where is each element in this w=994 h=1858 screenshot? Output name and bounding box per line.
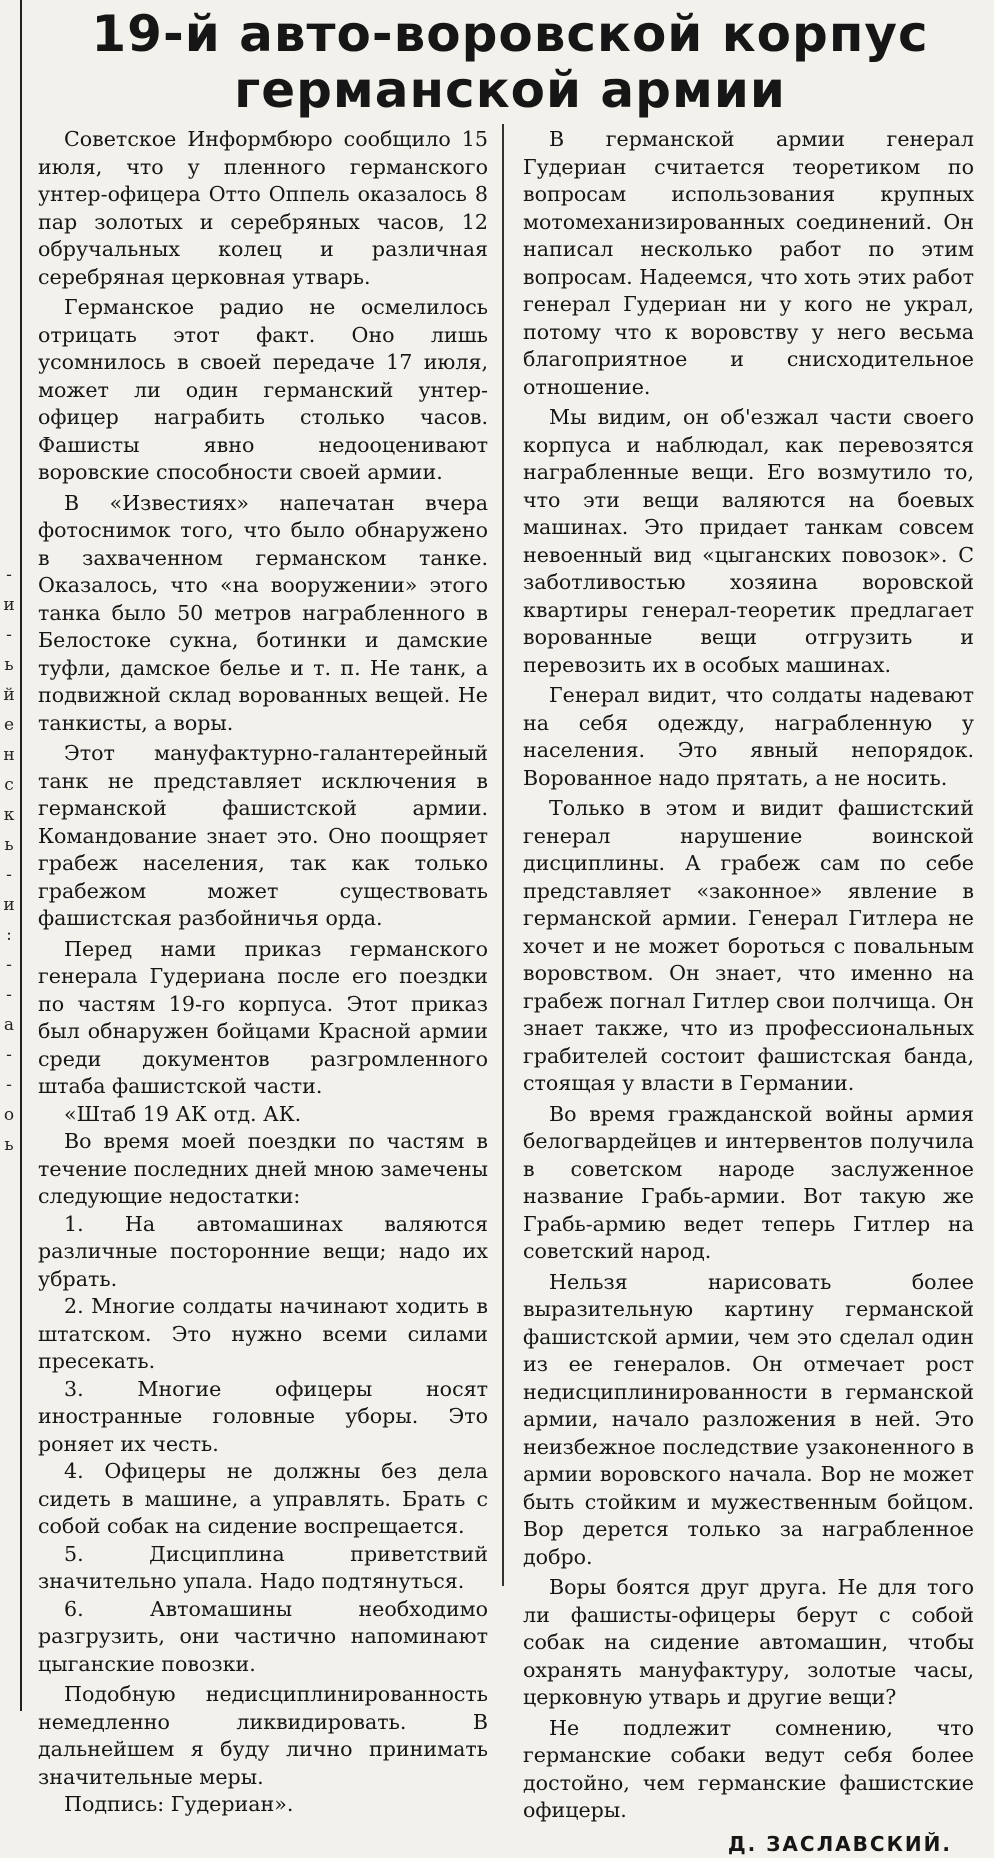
author-signature: Д. ЗАСЛАВСКИЙ. (523, 1831, 974, 1858)
margin-fragment: - (0, 1070, 18, 1100)
headline-line-1: 19-й авто-воровской корпус (26, 6, 994, 62)
paragraph: Перед нами приказ германского генерала Гудериана после его поездки по частям 19-го корпуса. Этот приказ был обнаружен бойцами Красной армии среди документов разгромленного штаба фашистской части. (38, 936, 488, 1101)
margin-fragment: ь (0, 650, 18, 680)
article-headline (26, 6, 994, 118)
adjacent-column-fragments (0, 560, 18, 1160)
margin-fragment: ь (0, 830, 18, 860)
margin-fragment: и (0, 590, 18, 620)
margin-fragment: й (0, 680, 18, 710)
margin-fragment: - (0, 620, 18, 650)
paragraph: Германское радио не осмелилось отрицать этот факт. Оно лишь усомнилось в своей передаче 17 июля, может ли один германский унтер-офицер награбить столько часов. Фашисты явно недооценивают воровские способности своей армии. (38, 294, 488, 487)
margin-fragment: е (0, 710, 18, 740)
margin-fragment: к (0, 800, 18, 830)
paragraph: Только в этом и видит фашистский генерал нарушение воинской дисциплины. А грабеж сам по себе представляет «законное» явление в германской армии. Генерал Гитлера не хочет и не может бороться с повальным воровством. Он знает, что именно на грабеж погнал Гитлер свои полчища. Он знает также, что из профессиональных грабителей состоит фашистская банда, стоящая у власти в Германии. (523, 795, 974, 1098)
paragraph: Мы видим, он об'езжал части своего корпуса и наблюдал, как перевозятся награбленные вещи. Его возмутило то, что эти вещи валяются на боевых машинах. Это придает танкам совсем невоенный вид «цыганских повозок». С заботливостью хозяина воровской квартиры генерал-теоретик предлагает ворованные вещи отгрузить и перевозить их в особых машинах. (523, 404, 974, 679)
paragraph: Не подлежит сомнению, что германские собаки ведут себя более достойно, чем германские фашистские офицеры. (523, 1715, 974, 1825)
margin-fragment: : (0, 920, 18, 950)
margin-fragment: - (0, 950, 18, 980)
margin-fragment: - (0, 980, 18, 1010)
column-divider (502, 124, 504, 1586)
article-column-left (38, 126, 488, 1819)
margin-fragment: н (0, 740, 18, 770)
paragraph: Этот мануфактурно-галантерейный танк не представляет исключения в германской фашистской армии. Командование знает это. Оно поощряет грабеж населения, так как только грабежом может существовать фашистская разбойничья орда. (38, 740, 488, 933)
margin-fragment: - (0, 1040, 18, 1070)
margin-fragment: и (0, 890, 18, 920)
order-item-5: 5. Дисциплина приветствий значительно упала. Надо подтянуться. (38, 1541, 488, 1596)
paragraph: Нельзя нарисовать более выразительную картину германской фашистской армии, чем это сделал один из ее генералов. Он отмечает рост недисциплинированности в германской армии, начало разложения в ней. Это неизбежное последствие узаконенного в армии воровского начала. Вор не может быть стойким и мужественным бойцом. Вор дерется только за награбленное добро. (523, 1269, 974, 1572)
margin-fragment: ь (0, 1130, 18, 1160)
margin-fragment: а (0, 1010, 18, 1040)
order-item-6: 6. Автомашины необходимо разгрузить, они частично напоминают цыганские повозки. (38, 1596, 488, 1679)
paragraph: Воры боятся друг друга. Не для того ли фашисты-офицеры берут с собой собак на сидение автомашин, чтобы охранять мануфактуру, золотые часы, церковную утварь и другие вещи? (523, 1574, 974, 1712)
paragraph: В германской армии генерал Гудериан считается теоретиком по вопросам использования крупных мотомеханизированных соединений. Он написал несколько работ по этим вопросам. Надеемся, что хоть этих работ генерал Гудериан ни у кого не украл, потому что к воровству у него весьма благоприятное и снисходительное отношение. (523, 126, 974, 401)
margin-fragment: - (0, 560, 18, 590)
article-column-right (523, 126, 974, 1858)
paragraph: Советское Информбюро сообщило 15 июля, что у пленного германского унтер-офицера Отто Оппель оказалось 8 пар золотых и серебряных часов, 12 обручальных колец и различная серебряная церковная утварь. (38, 126, 488, 291)
left-column-rule (20, 0, 22, 1711)
margin-fragment: - (0, 860, 18, 890)
order-item-1: 1. На автомашинах валяются различные посторонние вещи; надо их убрать. (38, 1211, 488, 1294)
headline-line-2: германской армии (26, 62, 994, 118)
margin-fragment: с (0, 770, 18, 800)
paragraph: Подобную недисциплинированность немедленно ликвидировать. В дальнейшем я буду лично принимать значительные меры. (38, 1681, 488, 1791)
order-item-2: 2. Многие солдаты начинают ходить в штатском. Это нужно всеми силами пресекать. (38, 1293, 488, 1376)
order-item-4: 4. Офицеры не должны без дела сидеть в машине, а управлять. Брать с собой собак на сидение воспрещается. (38, 1458, 488, 1541)
margin-fragment: о (0, 1100, 18, 1130)
paragraph: В «Известиях» напечатан вчера фотоснимок того, что было обнаружено в захваченном германском танке. Оказалось, что «на вооружении» этого танка было 50 метров награбленного в Белостоке сукна, ботинки и дамские туфли, дамское белье и т. п. Не танк, а подвижной склад ворованных вещей. Не танкисты, а воры. (38, 490, 488, 738)
paragraph: Во время моей поездки по частям в течение последних дней мною замечены следующие недостатки: (38, 1128, 488, 1211)
order-item-3: 3. Многие офицеры носят иностранные головные уборы. Это роняет их честь. (38, 1376, 488, 1459)
paragraph: Генерал видит, что солдаты надевают на себя одежду, награбленную у населения. Это явный непорядок. Ворованное надо прятать, а не носить. (523, 682, 974, 792)
order-signature: Подпись: Гудериан». (38, 1791, 488, 1819)
quoted-order-header: «Штаб 19 АК отд. АК. (38, 1101, 488, 1129)
paragraph: Во время гражданской войны армия белогвардейцев и интервентов получила в советском народе заслуженное название Грабь-армии. Вот такую же Грабь-армию ведет теперь Гитлер на советский народ. (523, 1101, 974, 1266)
